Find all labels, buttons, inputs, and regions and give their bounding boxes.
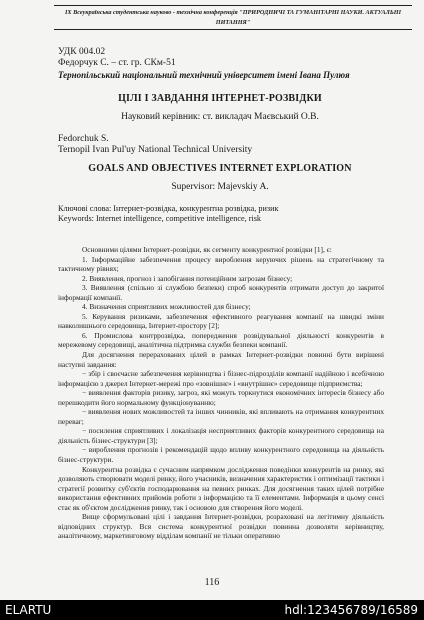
paragraph: − виявлення факторів ризику, загроз, які можуть торкнутися економічних інтересів бізнесу або перешкодити його нормальному функціонуванню; <box>58 388 384 407</box>
paragraph: 5. Керування ризиками, забезпечення ефективного реагування компанії на швидкі зміни навколишнього середовища, Інтернет-простору [2]; <box>58 311 384 331</box>
paragraph: 3. Виявлення (спільно зі службою безпеки) спроб конкурентів отримати доступ до закритої інформації компанії. <box>58 283 384 302</box>
paragraph: 1. Інформаційне забезпечення процесу вироблення керуючих рішень на стратегічному та тактичному рівнях; <box>58 254 384 274</box>
paragraph: Для досягнення перерахованих цілей в рамках Інтернет-розвідки повинні бути вирішені наступні завдання: <box>58 350 384 369</box>
keywords-ua: Ключові слова: Інтернет-розвідка, конкурентна розвідка, ризик <box>58 204 279 213</box>
supervisor-ua: Науковий керівник: ст. викладач Маєвський О.В. <box>121 112 319 122</box>
paragraph: Вище сформульовані цілі і завдання Інтернет-розвідки, розраховані на легітимну діяльність відповідних структур. Вся система конкурентної розвідки повинна дозволяти керівництву, аналітичному, маркетинговому відділам компанії не тільки оперативно <box>58 512 384 541</box>
affiliation-en: Ternopil Ivan Pul'uy National Technical University <box>58 145 253 155</box>
repository-name: ELARTU <box>5 603 52 617</box>
paragraph: − вироблення прогнозів і рекомендацій щодо впливу конкурентного середовища на діяльність бізнес-структури. <box>58 445 384 465</box>
affiliation-ua: Тернопільський національний технічний університет імені Івана Пулюя <box>58 70 350 80</box>
paragraph: Основними цілями Інтернет-розвідки, як сегменту конкурентної розвідки [1], є: <box>82 245 332 254</box>
udc-code: УДК 004.02 <box>58 47 106 57</box>
title-ua: ЦІЛІ І ЗАВДАННЯ ІНТЕРНЕТ-РОЗВІДКИ <box>118 93 322 104</box>
paragraph: 2. Виявлення, прогноз і запобігання потенційним загрозам бізнесу; <box>82 273 293 283</box>
paragraph: 4. Визначення сприятливих можливостей для бізнесу; <box>82 302 251 312</box>
keywords-en: Keywords: Internet intelligence, competitive intelligence, risk <box>58 214 262 223</box>
paragraph: − виявлення нових можливостей та інших чинників, які впливають на отримання конкурентних переваг; <box>58 407 384 426</box>
author-en: Fedorchuk S. <box>58 134 109 144</box>
title-en: GOALS AND OBJECTIVES INTERNET EXPLORATION <box>88 163 352 174</box>
paragraph: − посилення сприятливих і локалізація несприятливих факторів конкурентного середовища на діяльність бізнес-структури [3]; <box>58 426 384 445</box>
conference-header: IX Всеукраїнська студентська науково - технічна конференція "ПРИРОДНИЧІ ТА ГУМАНІТАРНІ НАУКИ. АКТУАЛЬНІ ПИТАННЯ" <box>54 5 412 30</box>
paragraph: 6. Промислова контррозвідка, попередження розвідувальної діяльності конкурентів в мережевому середовищі, аналітична підтримка служби безпеки компанії. <box>58 330 384 350</box>
article-body <box>58 245 384 541</box>
page-number: 116 <box>204 577 220 588</box>
author-ua: Федорчук С. – ст. гр. СКм-51 <box>58 58 176 68</box>
handle-id: hdl:123456789/16589 <box>284 603 418 617</box>
supervisor-en: Supervisor: Majevskiy A. <box>171 182 269 192</box>
repository-footer <box>0 600 424 620</box>
paragraph: Конкурентна розвідка є сучасним напрямком дослідження поведінки конкурентів на ринку, які дозволяють створювати моделі ринку, його учасників, визначення характеристик і оптимізації тактики і стратегії розвитку суб'єктів господарювання на певних ринках. Для досягнення таких цілей потрібне використання ефективних прийомів роботи з інформацією та її елементами. Інформація в цьому сенсі стає як об'єктом дослідження ринку, так і основою для створення його моделі. <box>58 464 384 512</box>
paragraph: − збір і своєчасне забезпечення керівництва і бізнес-підрозділів компанії надійною і всебічною інформацією з джерел Інтернет-мережі про «зовнішнє» і «внутрішнє» середовище підприємства; <box>58 369 384 388</box>
